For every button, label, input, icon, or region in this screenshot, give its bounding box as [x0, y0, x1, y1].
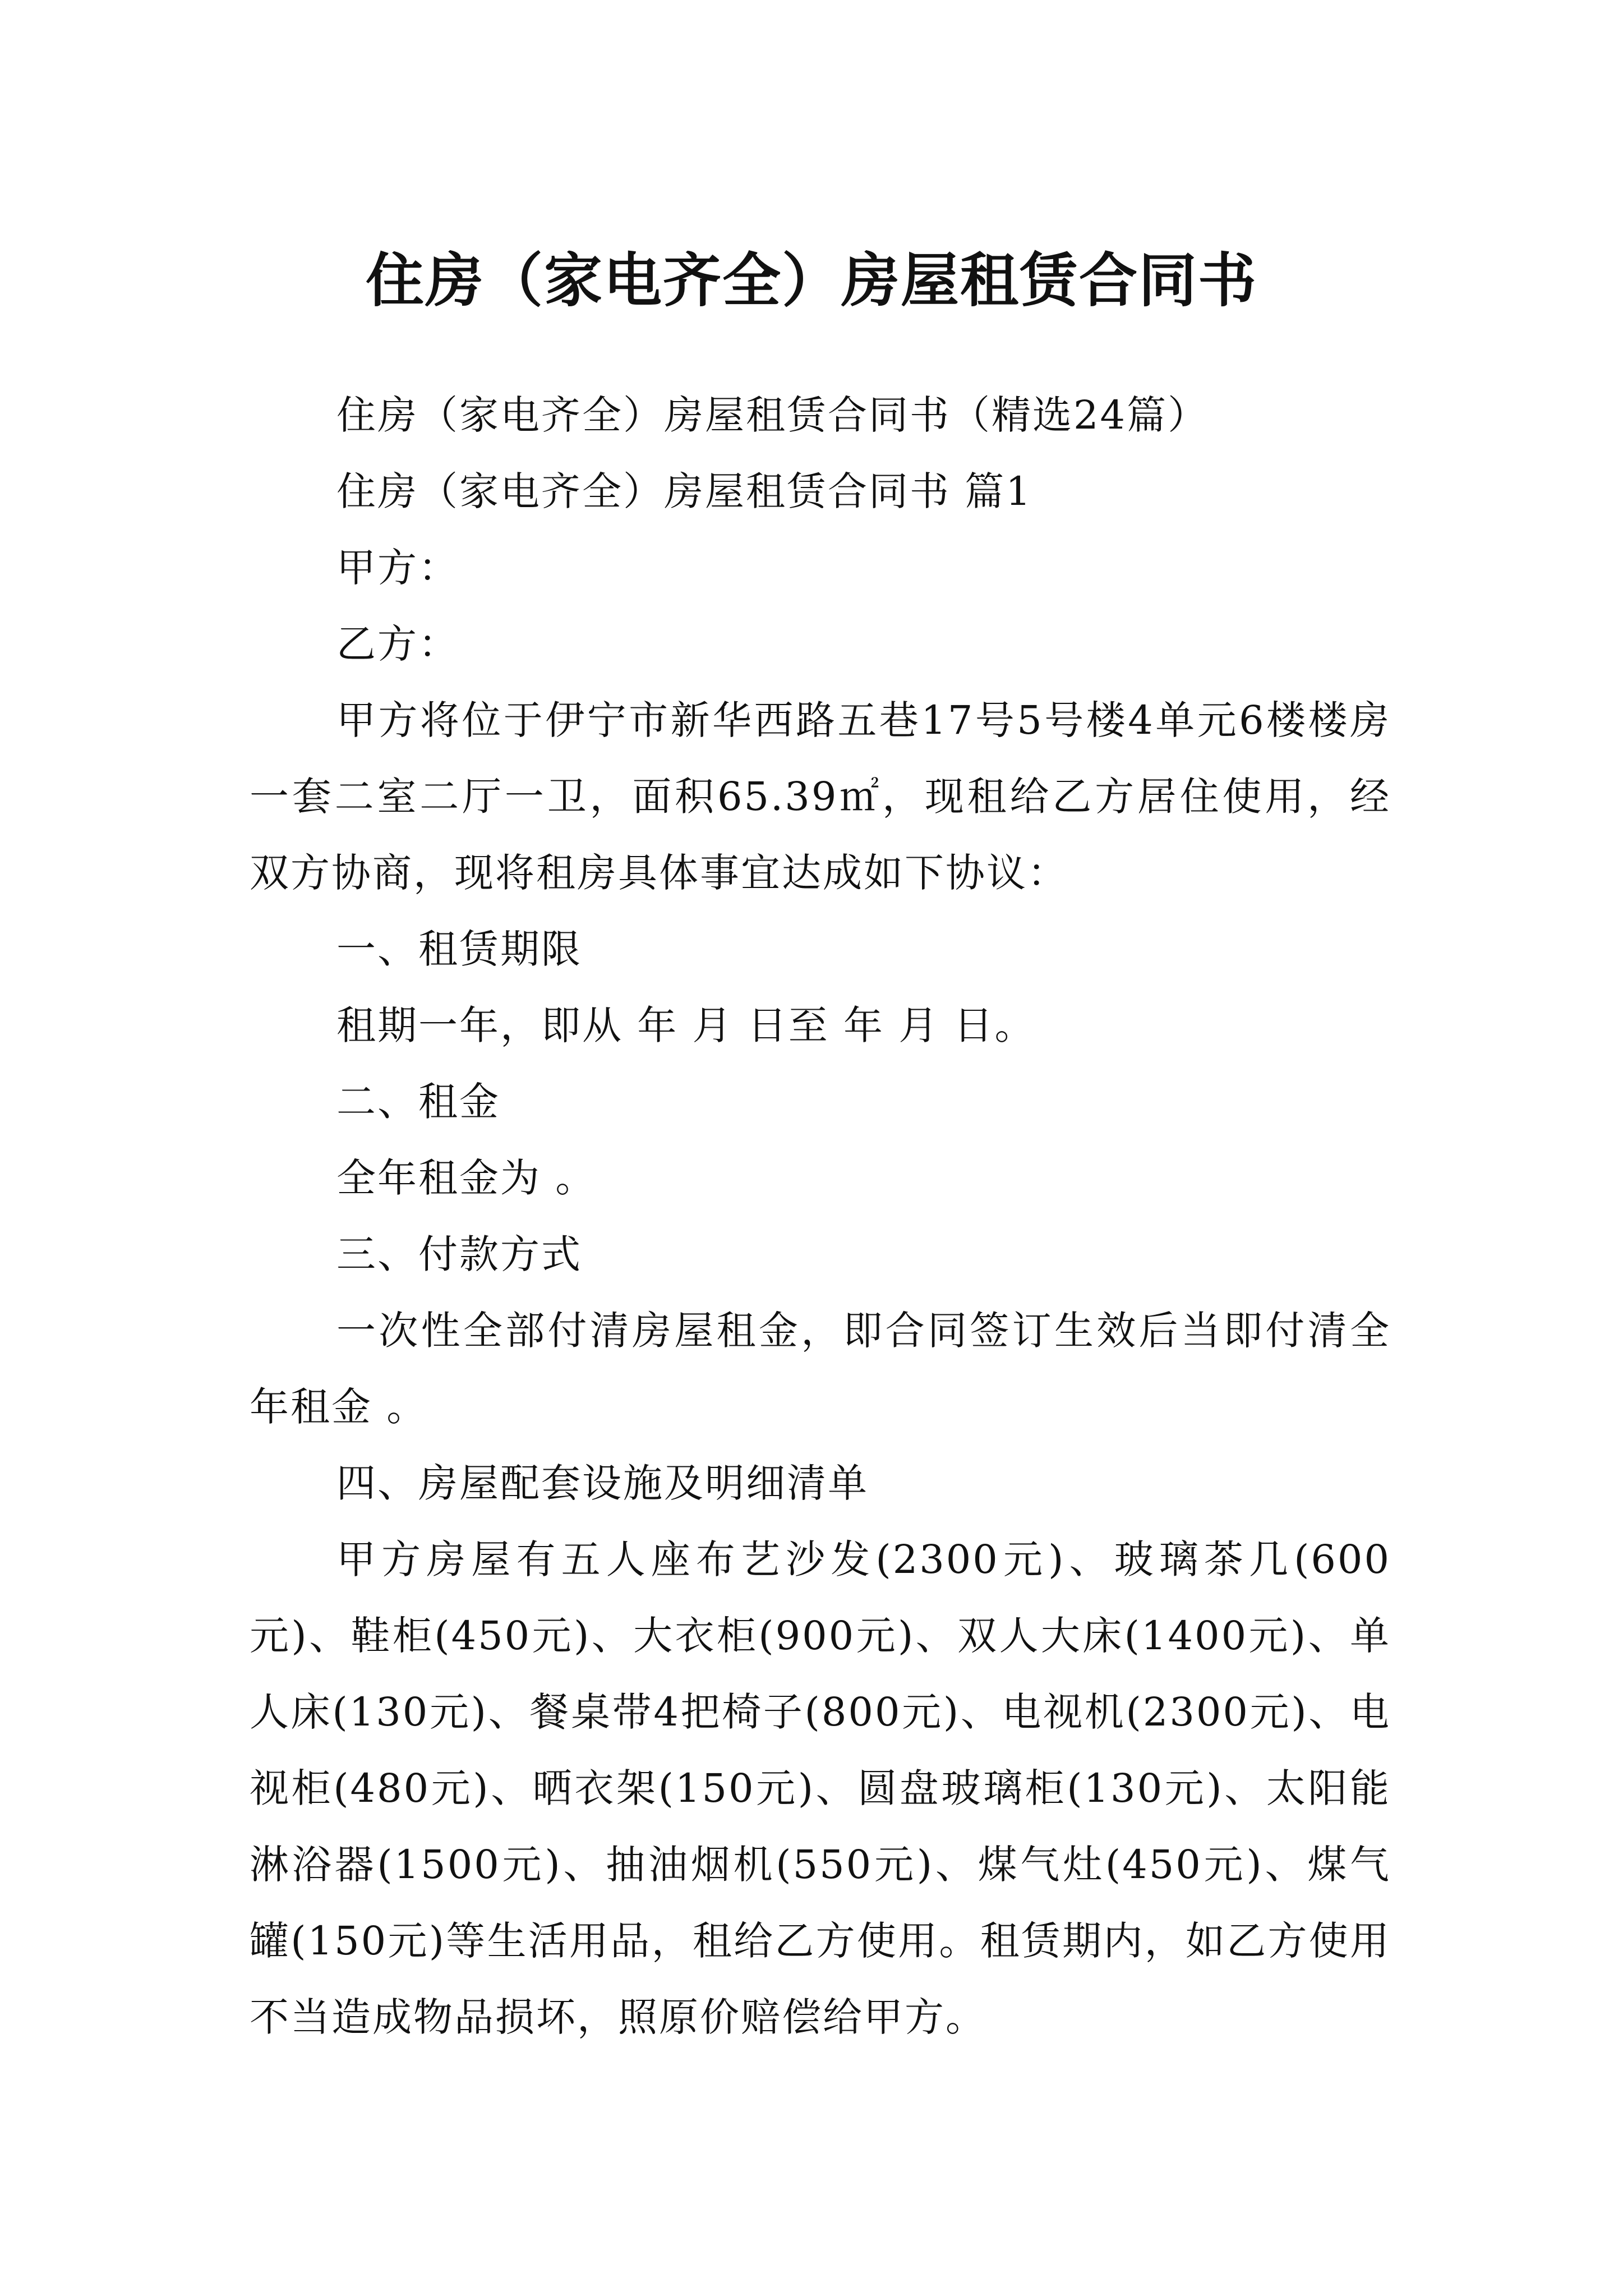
- section-heading: 住房（家电齐全）房屋租赁合同书 篇1: [336, 468, 1032, 514]
- clause-heading-payment: 三、付款方式: [336, 1231, 582, 1277]
- clause-heading-facilities: 四、房屋配套设施及明细清单: [336, 1460, 869, 1506]
- party-b-line: 乙方：: [336, 621, 459, 667]
- clause-rent-text: 全年租金为 。: [336, 1155, 597, 1201]
- clause-heading-term: 一、租赁期限: [336, 926, 582, 972]
- intro-paragraph: 甲方将位于伊宁市新华西路五巷17号5号楼4单元6楼楼房一套二室二厅一卫，面积65.39㎡，现租给乙方居住使用，经双方协商，现将租房具体事宜达成如下协议：: [250, 697, 1391, 896]
- clause-facilities-text: 甲方房屋有五人座布艺沙发(2300元)、玻璃茶几(600元)、鞋柜(450元)、大衣柜(900元)、双人大床(1400元)、单人床(130元)、餐桌带4把椅子(800元)、电视机(2300元)、电视柜(480元)、晒衣架(150元)、圆盘玻璃柜(130元)、太阳能淋浴器(1500元)、抽油烟机(550元)、煤气灶(450元)、煤气罐(150元)等生活用品，租给乙方使用。租赁期内，如乙方使用不当造成物品损坏，照原价赔偿给甲方。: [250, 1536, 1391, 2040]
- document-body: [250, 377, 1391, 2055]
- document-title: 住房（家电齐全）房屋租赁合同书: [365, 245, 1257, 315]
- subtitle-line: 住房（家电齐全）房屋租赁合同书（精选24篇）: [336, 392, 1209, 438]
- clause-heading-rent: 二、租金: [336, 1079, 500, 1125]
- clause-term-text: 租期一年，即从 年 月 日至 年 月 日。: [336, 1002, 1036, 1048]
- party-a-line: 甲方：: [336, 545, 459, 591]
- clause-payment-text: 一次性全部付清房屋租金，即合同签订生效后当即付清全年租金 。: [250, 1308, 1391, 1430]
